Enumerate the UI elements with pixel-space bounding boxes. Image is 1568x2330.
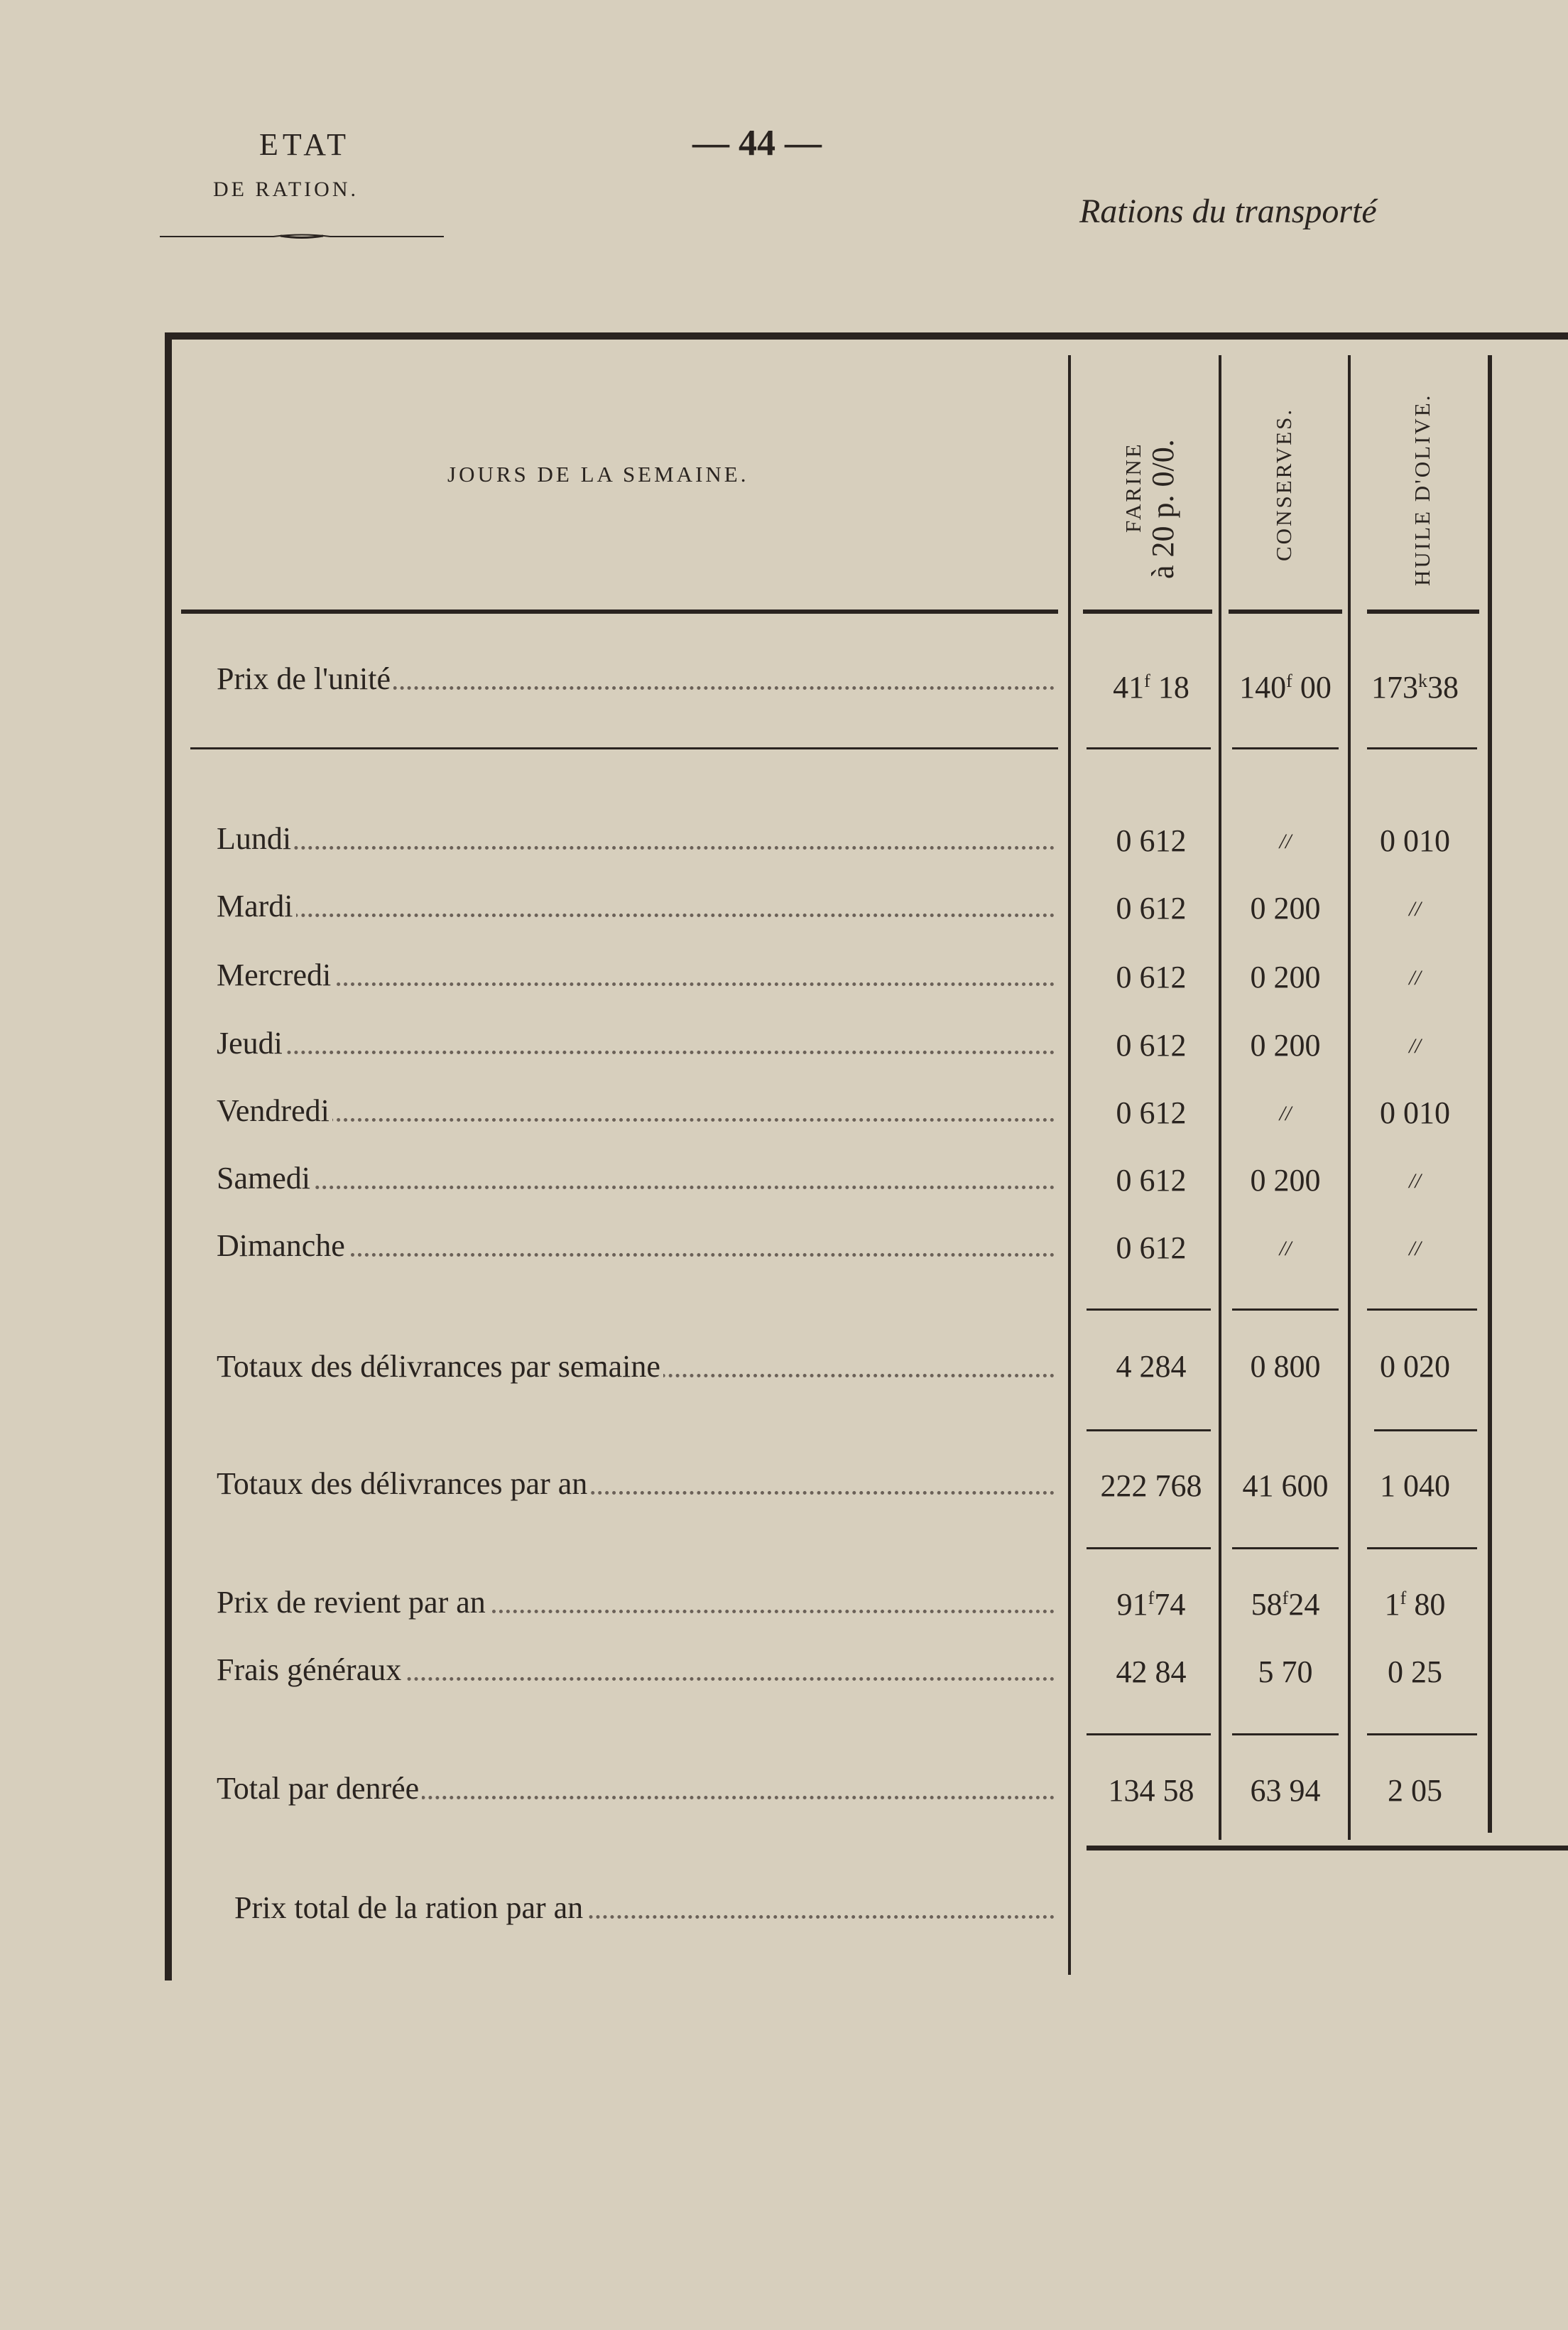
rule-before-total-c3: [1367, 1733, 1477, 1735]
yearly-total-huile: 1 040: [1380, 1468, 1450, 1503]
row-label-mardi: Mardi: [217, 888, 1055, 924]
cell-samedi-huile: //: [1409, 1169, 1421, 1193]
rule-after-yearly-c1: [1087, 1547, 1211, 1549]
row-label-ration-total: Prix total de la ration par an: [234, 1890, 1055, 1926]
yearly-total-conserves: 41 600: [1242, 1468, 1329, 1503]
ornament-rule: [160, 233, 444, 240]
row-label-total-per-item: Total par denrée: [217, 1770, 1055, 1806]
cell-vendredi-conserves: //: [1279, 1102, 1292, 1125]
etat-heading: ETAT: [259, 127, 351, 162]
row-label-dimanche: Dimanche: [217, 1228, 1055, 1264]
row-label-samedi: Samedi: [217, 1160, 1055, 1196]
total-per-item-farine: 134 58: [1108, 1773, 1194, 1808]
rule-after-yearly-c2: [1232, 1547, 1339, 1549]
cell-vendredi-farine: 0 612: [1116, 1095, 1187, 1130]
running-title: Rations du transporté: [1079, 193, 1377, 230]
column-header-huile: HUILE D'OLIVE.: [1410, 393, 1434, 586]
row-label-cost-per-year: Prix de revient par an: [217, 1584, 1055, 1620]
weekly-total-conserves: 0 800: [1250, 1349, 1321, 1384]
page-number: — 44 —: [692, 123, 822, 163]
cell-mercredi-farine: 0 612: [1116, 960, 1187, 995]
table-left-border: [165, 332, 172, 1980]
rule-after-weekly-c1: [1087, 1429, 1211, 1431]
cell-mercredi-huile: //: [1409, 966, 1421, 990]
cell-mercredi-conserves: 0 200: [1250, 960, 1321, 995]
row-label-overhead: Frais généraux: [217, 1652, 1055, 1688]
cost-per-year-huile: 1$^f$ 80: [1384, 1587, 1446, 1622]
row-label-weekly-total: Totaux des délivrances par semaine: [217, 1348, 1055, 1385]
total-per-item-conserves: 63 94: [1250, 1773, 1321, 1808]
cell-lundi-farine: 0 612: [1116, 823, 1187, 858]
unit-price-farine: 41$^f$ 18: [1113, 670, 1189, 705]
rule-after-unit-price-c2: [1232, 747, 1339, 749]
total-per-item-huile: 2 05: [1388, 1773, 1442, 1808]
sum-rule-c3: [1367, 1308, 1477, 1311]
cell-jeudi-huile: //: [1409, 1034, 1421, 1058]
rule-after-unit-price: [190, 747, 1058, 749]
rule-after-unit-price-c1: [1087, 747, 1211, 749]
rule-before-total-c2: [1232, 1733, 1339, 1735]
cell-mardi-conserves: 0 200: [1250, 891, 1321, 926]
row-label-vendredi: Vendredi: [217, 1093, 1055, 1129]
overhead-huile: 0 25: [1388, 1654, 1442, 1689]
cost-per-year-farine: 91$^f$74: [1116, 1587, 1186, 1622]
header-rule: [181, 609, 1058, 614]
weekly-total-farine: 4 284: [1116, 1349, 1187, 1384]
column-header-farine-rate: à 20 p. 0/0.: [1145, 439, 1180, 579]
rule-before-total-c1: [1087, 1733, 1211, 1735]
days-column-header: JOURS DE LA SEMAINE.: [447, 462, 749, 487]
rule-after-unit-price-c3: [1367, 747, 1477, 749]
rule-after-weekly-c3: [1374, 1429, 1477, 1431]
rule-after-yearly-c3: [1367, 1547, 1477, 1549]
sum-rule-c2: [1232, 1308, 1339, 1311]
table-right-border: [1488, 355, 1492, 1833]
column-divider-label: [1068, 355, 1071, 1975]
row-label-unit-price: Prix de l'unité: [217, 661, 1055, 697]
column-header-farine: FARINE: [1121, 442, 1145, 533]
sum-rule-c1: [1087, 1308, 1211, 1311]
overhead-farine: 42 84: [1116, 1654, 1187, 1689]
cell-samedi-farine: 0 612: [1116, 1163, 1187, 1198]
row-label-yearly-total: Totaux des délivrances par an: [217, 1465, 1055, 1502]
cell-vendredi-huile: 0 010: [1380, 1095, 1450, 1130]
cell-mardi-farine: 0 612: [1116, 891, 1187, 926]
cost-per-year-conserves: 58$^f$24: [1251, 1587, 1320, 1622]
weekly-total-huile: 0 020: [1380, 1349, 1450, 1384]
cell-lundi-huile: 0 010: [1380, 823, 1450, 858]
header-rule-c3: [1367, 609, 1479, 614]
unit-price-conserves: 140$^f$ 00: [1239, 670, 1332, 705]
table-top-border: [165, 332, 1568, 340]
cell-dimanche-farine: 0 612: [1116, 1230, 1187, 1265]
cell-dimanche-conserves: //: [1279, 1237, 1292, 1260]
bottom-total-rule: [1087, 1846, 1568, 1851]
column-header-conserves: CONSERVES.: [1271, 407, 1296, 561]
overhead-conserves: 5 70: [1258, 1654, 1313, 1689]
cell-samedi-conserves: 0 200: [1250, 1163, 1321, 1198]
row-label-mercredi: Mercredi: [217, 957, 1055, 993]
cell-jeudi-conserves: 0 200: [1250, 1028, 1321, 1063]
cell-mardi-huile: //: [1409, 897, 1421, 921]
unit-price-huile: 173$^k$38: [1371, 670, 1459, 705]
yearly-total-farine: 222 768: [1100, 1468, 1202, 1503]
cell-jeudi-farine: 0 612: [1116, 1028, 1187, 1063]
header-rule-c2: [1229, 609, 1342, 614]
row-label-jeudi: Jeudi: [217, 1025, 1055, 1061]
header-rule-c1: [1083, 609, 1212, 614]
de-ration-heading: DE RATION.: [213, 178, 359, 201]
cell-lundi-conserves: //: [1279, 830, 1292, 853]
cell-dimanche-huile: //: [1409, 1237, 1421, 1260]
row-label-lundi: Lundi: [217, 820, 1055, 857]
